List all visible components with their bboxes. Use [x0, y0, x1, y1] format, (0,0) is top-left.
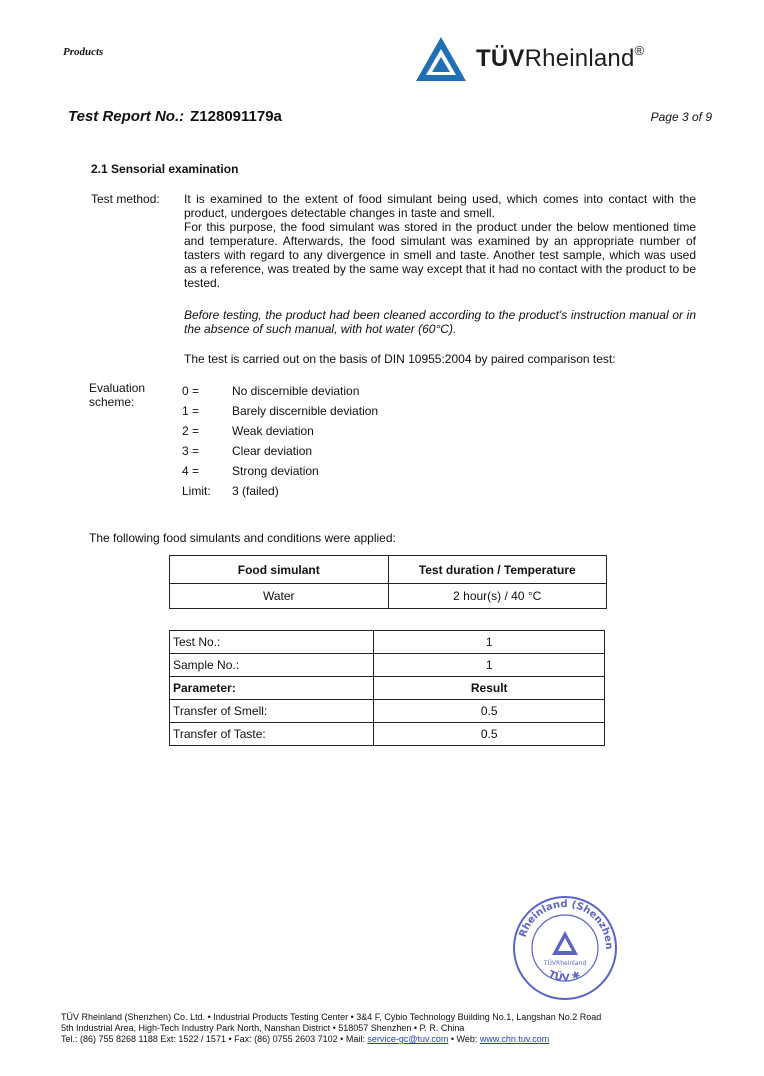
paragraph-4: The test is carried out on the basis of DIN 10955:2004 by paired comparison test: — [184, 352, 616, 366]
scheme-code: 4 = — [182, 464, 200, 478]
table-header-row — [170, 556, 607, 584]
table-cell: Transfer of Smell: — [170, 700, 374, 723]
table-cell: Test No.: — [170, 631, 374, 654]
footer-line-1: TÜV Rheinland (Shenzhen) Co. Ltd. • Industrial Products Testing Center • 3&4 F, Cybio Technology Building No.1, Langshan No.2 Road — [61, 1012, 602, 1022]
table-row — [170, 677, 605, 700]
report-label: Test Report No.: — [68, 108, 185, 125]
company-seal — [512, 895, 618, 1006]
table-row — [170, 723, 605, 746]
footer-web-label: • Web: — [448, 1034, 480, 1044]
footer-line-3 — [61, 1034, 701, 1045]
paragraph-2: For this purpose, the food simulant was stored in the product under the below mentioned time and temperature. Afterwards, the food simulant was examined by an appropriate number of tasters with regard to any divergence in smell and taste. Another test sample, which was used as a reference, was treated by the same way except that it had no contact with the product to be tested. — [184, 220, 696, 290]
tuv-triangle-icon — [414, 35, 468, 83]
table-cell: 1 — [374, 654, 605, 677]
results-table — [169, 630, 605, 746]
scheme-limit-label: Limit: — [182, 484, 211, 498]
table-row — [170, 700, 605, 723]
evaluation-label-1: Evaluation — [89, 381, 146, 395]
seal-graphic — [512, 895, 618, 1001]
footer-contact: Tel.: (86) 755 8268 1188 Ext: 1522 / 1571 • Fax: (86) 0755 2603 7102 • Mail: — [61, 1034, 368, 1044]
scheme-code: 2 = — [182, 424, 200, 438]
table-cell: Transfer of Taste: — [170, 723, 374, 746]
table-cell: Result — [374, 677, 605, 700]
table-row — [170, 654, 605, 677]
section-title: 2.1 Sensorial examination — [91, 162, 239, 176]
scheme-code: 1 = — [182, 404, 200, 418]
svg-text:TÜVRheinland: TÜVRheinland — [543, 960, 587, 967]
scheme-limit-value: 3 (failed) — [232, 484, 279, 498]
logo-rheinland: Rheinland — [524, 45, 635, 72]
report-number: Z128091179a — [190, 108, 282, 125]
table-cell: Parameter: — [170, 677, 374, 700]
footer-line-2: 5th Industrial Area, High-Tech Industry Park North, Nanshan District • 518057 Shenzhen • P. R. China — [61, 1023, 465, 1033]
logo-registered: ® — [634, 43, 645, 58]
tuv-logo — [414, 35, 644, 83]
paragraph-1: It is examined to the extent of food simulant being used, which comes into contact with the product, undergoes detectable changes in taste and smell. — [184, 192, 696, 220]
scheme-desc: Weak deviation — [232, 424, 314, 438]
evaluation-label-2: scheme: — [89, 395, 135, 409]
test-method-label: Test method: — [91, 192, 160, 206]
svg-text:TÜV ✱: TÜV ✱ — [546, 969, 583, 984]
table-cell: 2 hour(s) / 40 °C — [388, 584, 607, 609]
table-row — [170, 584, 607, 609]
footer — [61, 1012, 701, 1045]
header-products: Products — [63, 46, 104, 58]
scheme-code: 0 = — [182, 384, 200, 398]
table-row — [170, 631, 605, 654]
table-header: Test duration / Temperature — [388, 556, 607, 584]
page-number: Page 3 of 9 — [650, 110, 712, 124]
logo-tuv: TÜV — [476, 45, 525, 72]
table-cell: Sample No.: — [170, 654, 374, 677]
scheme-desc: Strong deviation — [232, 464, 319, 478]
table-cell: 1 — [374, 631, 605, 654]
mail-link[interactable]: service-gc@tuv.com — [367, 1034, 449, 1044]
simulants-intro: The following food simulants and conditions were applied: — [89, 531, 396, 545]
scheme-code: 3 = — [182, 444, 200, 458]
scheme-desc: Clear deviation — [232, 444, 313, 458]
svg-text:Rheinland (Shenzhen) Co., Ltd.: Rheinland (Shenzhen — [517, 898, 615, 950]
table-header: Food simulant — [170, 556, 389, 584]
table-cell: 0.5 — [374, 700, 605, 723]
table-cell: 0.5 — [374, 723, 605, 746]
scheme-desc: No discernible deviation — [232, 384, 360, 398]
logo-text — [476, 45, 644, 73]
web-link[interactable]: www.chn.tuv.com — [479, 1034, 550, 1044]
paragraph-3: Before testing, the product had been cleaned according to the product's instruction manual or in the absence of such manual, with hot water (60°C). — [184, 308, 696, 336]
scheme-desc: Barely discernible deviation — [232, 404, 379, 418]
food-simulant-table — [169, 555, 607, 609]
table-cell: Water — [170, 584, 389, 609]
report-number-line — [68, 108, 282, 125]
